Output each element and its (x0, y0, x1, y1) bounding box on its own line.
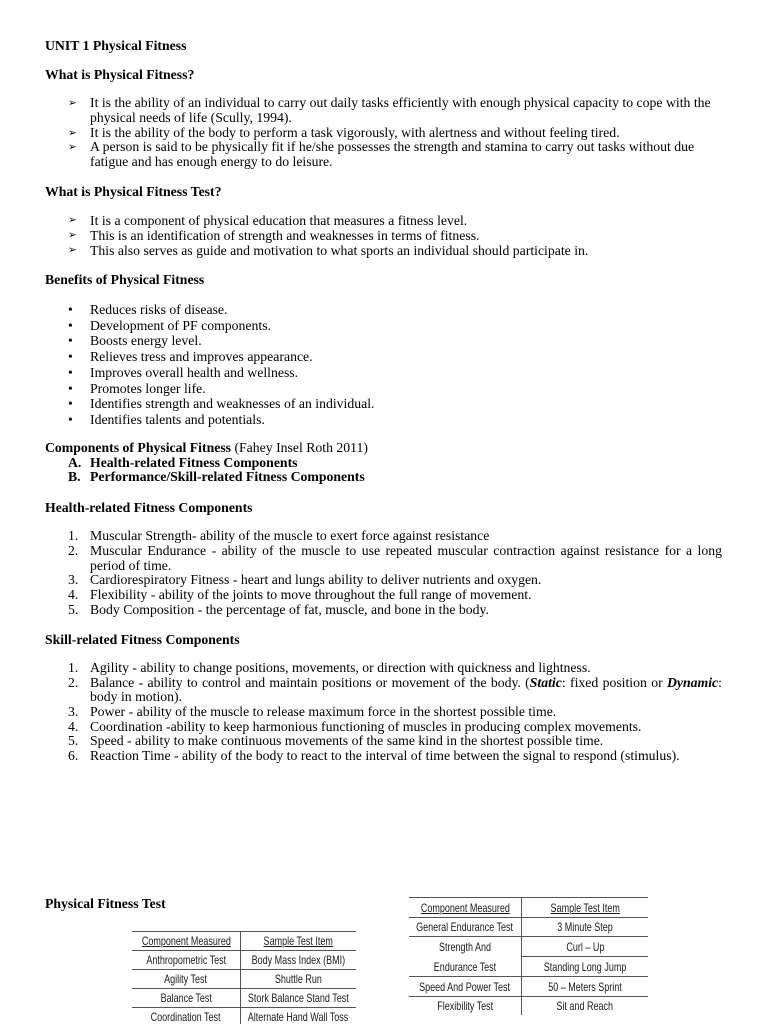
list-item (45, 705, 722, 720)
cell-component: Coordination Test (151, 1009, 221, 1024)
list-number: 5. (68, 601, 79, 617)
list-item (45, 349, 722, 365)
table-header-cell (409, 898, 522, 918)
list-item-text: Improves overall health and wellness. (90, 364, 299, 380)
list-item-text: Performance/Skill-related Fitness Components (90, 469, 365, 484)
dot-bullet-icon: • (68, 380, 73, 396)
header-component-measured: Component Measured (420, 900, 510, 915)
list-item-text-end: : body in motion). (90, 674, 722, 705)
list-item (45, 661, 722, 676)
table-cell (132, 951, 241, 970)
cell-component: Speed And Power Test (419, 979, 511, 994)
table-header-cell (522, 898, 648, 918)
list-item (45, 243, 722, 258)
components-section (45, 441, 722, 485)
list-number: 4. (68, 718, 79, 734)
dot-bullet-icon: • (68, 302, 73, 317)
list-item (45, 456, 722, 471)
table-cell (241, 970, 356, 989)
list-number: 4. (68, 587, 79, 603)
cell-test-item: 3 Minute Step (557, 920, 613, 934)
table-cell (241, 951, 356, 970)
list-item-text: Coordination -ability to keep harmonious functioning of muscles in producing complex movements. (90, 718, 642, 734)
list-number: 3. (68, 572, 79, 588)
heading-what-is-physical-fitness: What is Physical Fitness? (45, 67, 195, 82)
list-item-text-mid: : fixed position or (561, 674, 667, 690)
dot-bullet-icon: • (68, 349, 73, 365)
list-item (45, 126, 722, 141)
list-item (45, 333, 722, 349)
list-item-text: Cardiorespiratory Fitness - heart and lungs ability to deliver nutrients and oxygen. (90, 572, 542, 588)
list-item-text: Speed - ability to make continuous movements of the same kind in the shortest possible time. (90, 733, 604, 749)
list-item-text: Development of PF components. (90, 317, 272, 333)
definition-list (45, 96, 722, 170)
components-heading: Components of Physical Fitness (45, 440, 232, 455)
table-cell (522, 937, 648, 957)
list-item (45, 573, 722, 588)
arrow-bullet-icon: ➢ (68, 97, 77, 109)
table-header-cell (132, 932, 241, 951)
list-item (45, 676, 722, 705)
cell-test-item: Curl – Up (565, 939, 605, 954)
list-item-text: Reaction Time - ability of the body to react to the interval of time between the signal to respond (stimulus). (90, 748, 680, 764)
table-cell (132, 989, 241, 1008)
list-item (45, 544, 722, 574)
list-item (45, 381, 722, 397)
list-item (45, 470, 722, 485)
table-cell (409, 997, 522, 1015)
table-cell (409, 918, 522, 937)
fitness-test-table-right (409, 897, 648, 1015)
list-item (45, 318, 722, 334)
list-item (45, 588, 722, 603)
table-cell (409, 977, 522, 997)
list-letter: B. (68, 469, 81, 484)
heading-what-is-fitness-test: What is Physical Fitness Test? (45, 184, 222, 199)
list-item-text: A person is said to be physically fit if he/she possesses the strength and stamina to carry out tasks without due fatigue and has enough energy to do leisure. (90, 139, 695, 169)
heading-health-related: Health-related Fitness Components (45, 500, 253, 515)
list-item-text: This is an identification of strength and weaknesses in terms of fitness. (90, 228, 480, 243)
arrow-bullet-icon: ➢ (68, 214, 77, 226)
list-item-text: It is the ability of an individual to carry out daily tasks efficiently with enough physical capacity to cope with the physical needs of life (Scully, 1994). (90, 95, 711, 125)
list-item-text: Power - ability of the muscle to release maximum force in the shortest possible time. (90, 704, 557, 720)
list-item-text: Promotes longer life. (90, 380, 206, 396)
unit-title: UNIT 1 Physical Fitness (45, 38, 187, 53)
cell-test-item: Stork Balance Stand Test (248, 991, 349, 1005)
list-item (45, 213, 722, 228)
list-item (45, 529, 722, 544)
table-cell (409, 937, 522, 977)
table-header-cell (241, 932, 356, 951)
list-item-text: Identifies talents and potentials. (90, 411, 265, 427)
list-item (45, 228, 722, 243)
term-dynamic: Dynamic (666, 674, 719, 690)
heading-skill-related: Skill-related Fitness Components (45, 632, 240, 647)
list-item-text: Balance - ability to control and maintain positions or movement of the body. ( (90, 674, 530, 690)
list-item-text: Boosts energy level. (90, 333, 202, 349)
list-item (45, 396, 722, 412)
list-item-text: It is a component of physical education that measures a fitness level. (90, 213, 468, 228)
list-number: 5. (68, 733, 79, 749)
list-item-text: This also serves as guide and motivation to what sports an individual should participate in. (90, 243, 589, 258)
cell-component: General Endurance Test (416, 920, 514, 934)
fitness-test-list (45, 213, 722, 258)
cell-component: Agility Test (164, 972, 208, 986)
list-item-text: Body Composition - the percentage of fat, muscle, and bone in the body. (90, 601, 489, 617)
arrow-bullet-icon: ➢ (68, 229, 77, 241)
arrow-bullet-icon: ➢ (68, 244, 77, 256)
list-item (45, 734, 722, 749)
cell-test-item: Standing Long Jump (543, 959, 627, 974)
list-number: 2. (68, 542, 79, 558)
header-sample-test-item: Sample Test Item (550, 900, 620, 915)
term-static: Static (529, 674, 562, 690)
table-cell (132, 1008, 241, 1024)
skill-related-list (45, 661, 722, 764)
header-sample-test-item: Sample Test Item (263, 934, 334, 948)
table-cell (132, 970, 241, 989)
header-component-measured: Component Measured (141, 934, 231, 948)
list-item-text: Muscular Strength- ability of the muscle to exert force against resistance (90, 528, 490, 543)
table-cell (522, 918, 648, 937)
dot-bullet-icon: • (68, 411, 73, 427)
heading-benefits: Benefits of Physical Fitness (45, 272, 205, 287)
dot-bullet-icon: • (68, 396, 73, 412)
list-letter: A. (68, 454, 82, 470)
list-item (45, 140, 722, 170)
list-item (45, 749, 722, 764)
arrow-bullet-icon: ➢ (68, 126, 77, 139)
list-item-text: Flexibility - ability of the joints to move throughout the full range of movement. (90, 587, 532, 603)
dot-bullet-icon: • (68, 364, 73, 380)
list-number: 6. (68, 748, 79, 764)
list-item (45, 412, 722, 428)
cell-component: Anthropometric Test (146, 953, 226, 967)
list-item (45, 96, 722, 126)
list-item (45, 720, 722, 735)
list-item (45, 302, 722, 318)
dot-bullet-icon: • (68, 317, 73, 333)
table-cell (522, 977, 648, 997)
table-cell (241, 1008, 356, 1024)
dot-bullet-icon: • (68, 333, 73, 349)
cell-component: Flexibility Test (437, 999, 493, 1013)
cell-test-item: Alternate Hand Wall Toss (248, 1009, 349, 1024)
cell-test-item: 50 – Meters Sprint (548, 979, 622, 994)
list-item (45, 603, 722, 618)
benefits-list (45, 302, 722, 428)
cell-test-item: Body Mass Index (BMI) (251, 953, 346, 967)
table-cell (522, 957, 648, 977)
components-heading-line (45, 441, 722, 456)
fitness-test-table-left (132, 931, 356, 1024)
list-item-text: Muscular Endurance - ability of the muscle to use repeated muscular contraction against resistance for a long period of time. (90, 542, 722, 573)
cell-test-item: Shuttle Run (274, 972, 323, 986)
components-citation: (Fahey Insel Roth 2011) (234, 440, 368, 455)
list-item-text: Identifies strength and weaknesses of an individual. (90, 396, 375, 412)
list-item-text: Relieves tress and improves appearance. (90, 349, 313, 365)
list-number: 1. (68, 528, 79, 543)
list-number: 3. (68, 704, 79, 720)
list-item-text: Agility - ability to change positions, movements, or direction with quickness and lightness. (90, 660, 591, 675)
list-number: 1. (68, 660, 79, 675)
list-item-text: Health-related Fitness Components (90, 454, 298, 470)
list-item-text: It is the ability of the body to perform a task vigorously, with alertness and without feeling tired. (90, 124, 620, 140)
list-item-text: Reduces risks of disease. (90, 302, 228, 317)
arrow-bullet-icon: ➢ (68, 141, 77, 154)
table-cell (522, 997, 648, 1015)
cell-test-item: Sit and Reach (556, 999, 614, 1013)
list-number: 2. (68, 674, 79, 690)
health-related-list (45, 529, 722, 618)
table-cell (241, 989, 356, 1008)
heading-physical-fitness-test: Physical Fitness Test (45, 896, 166, 911)
cell-component: Balance Test (160, 991, 212, 1005)
cell-component: Strength And Endurance Test (433, 939, 497, 974)
list-item (45, 365, 722, 381)
